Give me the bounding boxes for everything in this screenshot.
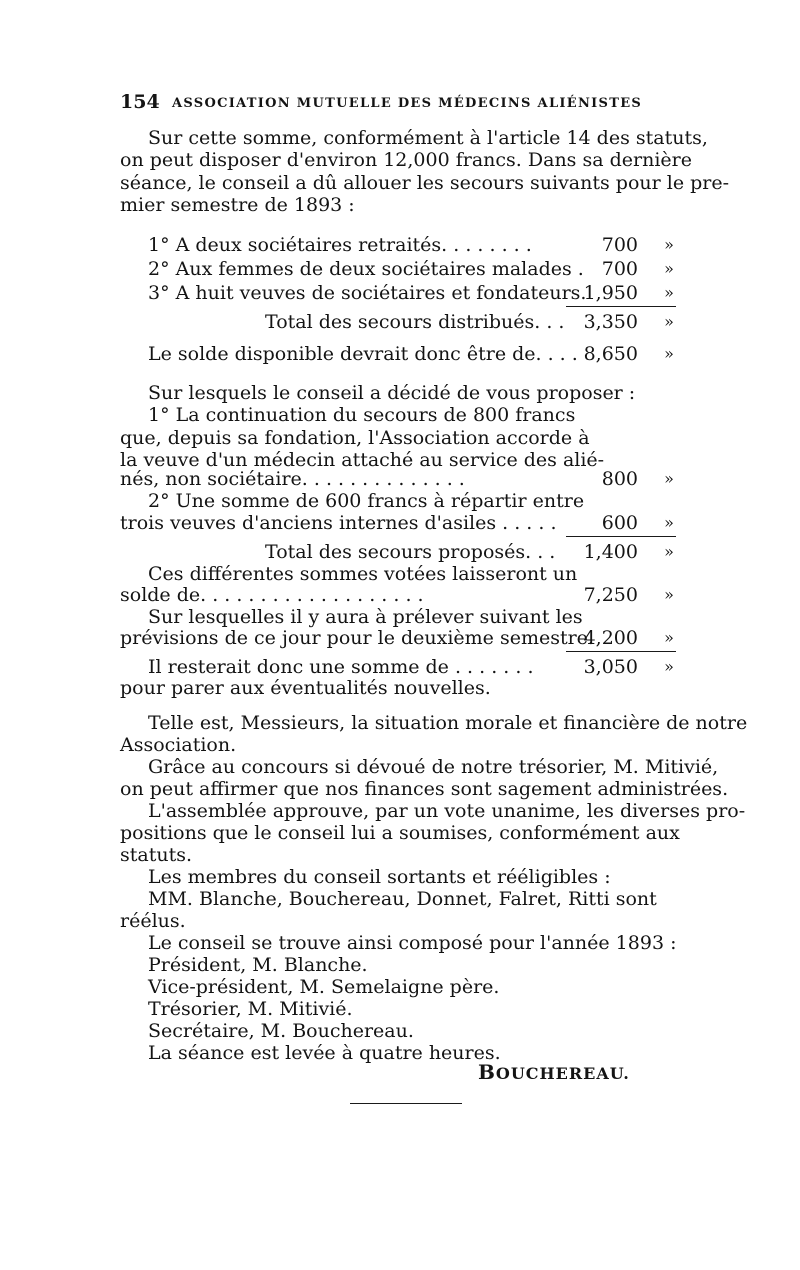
page-number: 154 bbox=[120, 91, 160, 113]
laisseront-text bbox=[120, 563, 678, 585]
franc-mark: » bbox=[664, 235, 674, 254]
text-line: que, depuis sa fondation, l'Association accorde à bbox=[120, 426, 590, 449]
franc-mark: » bbox=[664, 513, 674, 532]
text-line: 1° La continuation du secours de 800 francs bbox=[148, 404, 576, 427]
franc-mark: » bbox=[664, 628, 674, 647]
text-line: Sur cette somme, conformément à l'article 14 des statuts, bbox=[148, 127, 708, 149]
secours-amount: 1,950 bbox=[583, 282, 638, 304]
text-line: Le conseil se trouve ainsi composé pour l'année 1893 : bbox=[148, 932, 677, 954]
solde-amount: 8,650 bbox=[583, 343, 638, 365]
resterait-row bbox=[120, 655, 680, 679]
franc-mark: » bbox=[664, 283, 674, 302]
total-label: Total des secours distribués. . . bbox=[265, 311, 565, 333]
proposal-row bbox=[120, 467, 680, 491]
text-line: Sur lesquels le conseil a décidé de vous proposer : bbox=[148, 382, 636, 404]
franc-mark: » bbox=[664, 312, 674, 331]
franc-mark: » bbox=[664, 469, 674, 488]
text-line: réélus. bbox=[120, 910, 186, 932]
text-line: Les membres du conseil sortants et rééligibles : bbox=[148, 866, 611, 888]
proposal-amount: 600 bbox=[601, 512, 638, 534]
franc-mark: » bbox=[664, 585, 674, 604]
laisseront-amount: 7,250 bbox=[583, 584, 638, 606]
text-line: MM. Blanche, Bouchereau, Donnet, Falret, Ritti sont bbox=[148, 888, 657, 910]
intro-paragraph bbox=[120, 127, 730, 216]
resterait-amount: 3,050 bbox=[583, 656, 638, 678]
sum-rule bbox=[566, 651, 676, 652]
franc-mark: » bbox=[664, 542, 674, 561]
total-amount: 1,400 bbox=[583, 541, 638, 563]
proposal-row bbox=[120, 511, 680, 535]
text-line: on peut disposer d'environ 12,000 francs. Dans sa dernière bbox=[120, 149, 692, 172]
sum-rule bbox=[566, 536, 676, 537]
text-line: Vice-président, M. Semelaigne père. bbox=[148, 976, 500, 998]
proposal-label: trois veuves d'anciens internes d'asiles . . . . . bbox=[120, 512, 557, 534]
prelever-text bbox=[120, 606, 678, 628]
prelever-row bbox=[120, 626, 680, 650]
running-title: ASSOCIATION MUTUELLE DES MÉDECINS ALIÉNISTES bbox=[172, 96, 643, 111]
resterait-label: Il resterait donc une somme de . . . . . . . bbox=[148, 656, 534, 678]
end-rule bbox=[350, 1103, 462, 1104]
text-line: Association. bbox=[120, 734, 237, 756]
text-line: pour parer aux éventualités nouvelles. bbox=[120, 677, 491, 699]
text-line: Secrétaire, M. Bouchereau. bbox=[148, 1020, 414, 1042]
secours-amount: 700 bbox=[601, 234, 638, 256]
text-line: la veuve d'un médecin attaché au service des alié- bbox=[120, 448, 605, 471]
solde-label: Le solde disponible devrait donc être de. . . . bbox=[148, 343, 578, 365]
secours-row bbox=[120, 257, 680, 281]
text-line: positions que le conseil lui a soumises, conformément aux bbox=[120, 822, 680, 844]
proposal-label: nés, non sociétaire. . . . . . . . . . . . . . bbox=[120, 468, 465, 490]
secours-row bbox=[120, 233, 680, 257]
proposals-paragraph bbox=[120, 382, 678, 471]
text-line: La séance est levée à quatre heures. bbox=[148, 1042, 501, 1064]
signature-initial: B bbox=[478, 1060, 496, 1084]
secours-row bbox=[120, 281, 680, 305]
total-distribues-row bbox=[120, 310, 680, 334]
secours-label: 2° Aux femmes de deux sociétaires malades . bbox=[148, 258, 584, 280]
text-line: séance, le conseil a dû allouer les secours suivants pour le pre- bbox=[120, 171, 730, 194]
franc-mark: » bbox=[664, 344, 674, 363]
text-line: L'assemblée approuve, par un vote unanime, les diverses pro- bbox=[148, 800, 746, 822]
text-line: statuts. bbox=[120, 844, 193, 866]
secours-label: 3° A huit veuves de sociétaires et fondateurs. bbox=[148, 282, 587, 304]
text-line: mier semestre de 1893 : bbox=[120, 193, 355, 216]
franc-mark: » bbox=[664, 657, 674, 676]
proposal-2-text bbox=[120, 490, 678, 512]
closing-paragraphs bbox=[120, 712, 748, 1064]
signature-rest: OUCHEREAU. bbox=[495, 1064, 630, 1083]
signature bbox=[478, 1060, 630, 1084]
secours-label: 1° A deux sociétaires retraités. . . . . . . . bbox=[148, 234, 532, 256]
franc-mark: » bbox=[664, 259, 674, 278]
solde-row bbox=[120, 342, 680, 366]
text-line: Telle est, Messieurs, la situation morale et financière de notre bbox=[148, 712, 748, 734]
resterait-tail bbox=[120, 677, 678, 699]
total-label: Total des secours proposés. . . bbox=[265, 541, 556, 563]
text-line: 2° Une somme de 600 francs à répartir entre bbox=[148, 490, 585, 512]
laisseront-row bbox=[120, 583, 680, 607]
laisseront-label: solde de. . . . . . . . . . . . . . . . . . . bbox=[120, 584, 424, 606]
total-proposes-row bbox=[120, 540, 680, 564]
prelever-amount: 4,200 bbox=[583, 627, 638, 649]
text-line: Trésorier, M. Mitivié. bbox=[148, 998, 353, 1020]
text-line: Sur lesquelles il y aura à prélever suivant les bbox=[148, 606, 583, 628]
proposal-amount: 800 bbox=[601, 468, 638, 490]
text-line: Ces différentes sommes votées laisseront un bbox=[148, 563, 578, 585]
text-line: Président, M. Blanche. bbox=[148, 954, 368, 976]
text-line: Grâce au concours si dévoué de notre trésorier, M. Mitivié, bbox=[148, 756, 719, 778]
sum-rule bbox=[566, 306, 676, 307]
prelever-label: prévisions de ce jour pour le deuxième semestre. bbox=[120, 627, 594, 649]
text-line: on peut affirmer que nos finances sont sagement administrées. bbox=[120, 778, 729, 800]
secours-amount: 700 bbox=[601, 258, 638, 280]
total-amount: 3,350 bbox=[583, 311, 638, 333]
